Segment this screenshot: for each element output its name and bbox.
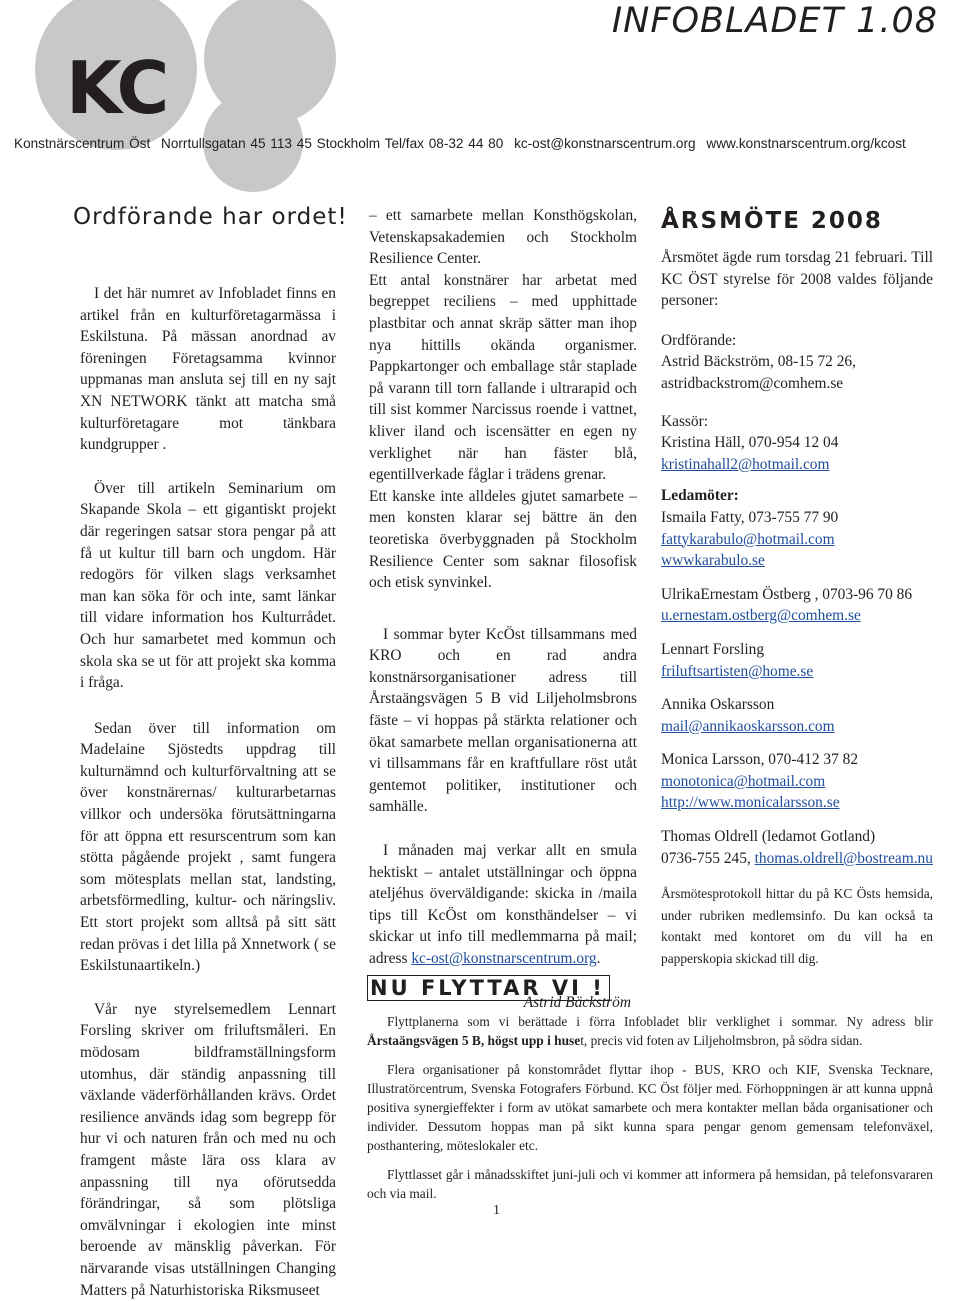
member-6-block [661,826,933,869]
treasurer-name: Kristina Häll, 070-954 12 04 [661,434,839,452]
member-4-name: Annika Oskarsson [661,696,775,714]
member-6-phone: 0736-755 245, [661,849,751,867]
moving-p1-end: t, precis vid foten av Liljeholmsbron, på södra sidan. [580,1033,863,1048]
org-address: Norrtullsgatan 45 113 45 Stockholm Tel/fax 08-32 44 80 [161,136,504,151]
col2-p5-text: I månaden maj verkar allt en smula hektiskt – antalet utställningar och öppna ateljéhus överväldigande: skicka in /maila tips till KcÖst om konsthändelser – vi skickar ut info till medlemmarna på mail; adress [369,842,637,967]
col2-paragraph-2: Ett antal konstnärer har arbetat med begreppet reciliens – med upphittade plastbitar och annat skräp sätter man ihop nya hittills okända organismer. Pappkartonger och emballage står staplade på varann till torn fallande i ultrarapid och till sist kommer Narcissus roende i vattnet, kliver iland och iscensätter en egen ny verklighet när han fäster blå, egentillverkade fåglar i trädens grenar. [369,271,637,484]
member-5-email-link[interactable]: monotonica@hotmail.com [661,772,826,790]
chair-name: Astrid Bäckström, 08-15 72 26, [661,353,856,371]
member-6-contact [661,848,933,870]
treasurer-email-link[interactable]: kristinahall2@hotmail.com [661,455,830,473]
column-1 [80,283,336,1301]
moving-heading: NU FLYTTAR VI ! [367,975,610,1001]
col1-paragraph-3: Sedan över till information om Madelaine Sjöstedts uppdrag till kulturnämnd och kulturförvaltning att se över konstnärernas/ kulturarbetarnas villkor och undersöka förutsättningarna för att öppna ett resurscentrum som kan stötta pågående projekt , samt fungera som mötesplats mellan stat, landsting, arbetsförmedling, kultur- och näringsliv. Ett stort projekt som alltså på sitt sätt redan prövas i det lilla på Xnnetwork ( se Eskilstunaartikeln.) [80,719,336,975]
kc-email-link[interactable]: kc-ost@konstnarscentrum.org [411,950,597,967]
member-2-name: UlrikaErnestam Östberg , 0703-96 70 86 [661,585,913,603]
moving-paragraph-2: Flera organisationer på konstområdet flyttar ihop - BUS, KRO och KIF, Svenska Tecknare, Illustratörcentrum, Svenska Fotografers Förbund. KC Öst följer med. Förhoppningen är att kunna uppnå positiva synergieffekter i form av utökat samarbete och mera kontakter mellan båda organisationer och individer. Dessutom hoppas man på sikt kunna spara pengar genom gemensam telefonväxel, posthantering, möteslokaler etc. [367,1062,933,1153]
kc-logo: KC [66,46,168,130]
member-1-email-link[interactable]: fattykarabulo@hotmail.com [661,530,835,548]
treasurer-block [661,411,933,476]
col1-paragraph-4: Vår nye styrelsemedlem Lennart Forsling skriver om friluftsmåleri. En mödosam bildframställningsform utomhus, där ständig anpassning till växlande väderförhållanden krävs. Ordet resilience används idag som begrepp för hur vi och naturen från och med nu och framgent måste lära oss klara av anpassning till nya oförutsedda förändringar, så som plötsliga omvälvningar i ekologien inte minst beroende av mänsklig påverkan. För närvarande visas utställningen Changing Matters på Naturhistoriska Riksmuseet [80,1000,336,1299]
column-2 [369,205,637,1013]
moving-paragraph-1 [367,1012,933,1050]
col1-heading: Ordförande har ordet! [73,204,348,230]
col1-paragraph-2: Över till artikeln Seminarium om Skapande Skola – ett gigantiskt projekt där regeringen satsar stora pengar på att få ut kultur till barn och ungdom. Här redogörs för vilken slags verksamhet man kan söka för och inte, samt länkar till vidare information hos Kulturrådet. Och hur samarbetet med kommun och skola ska se ut för att projekt ska komma i fråga. [80,479,336,692]
member-2-email-link[interactable]: u.ernestam.ostberg@comhem.se [661,607,861,625]
chair-label: Ordförande: [661,331,737,349]
member-3-block [661,639,933,682]
member-6-name: Thomas Oldrell (ledamot Gotland) [661,828,876,846]
moving-p1-start: Flyttplanerna som vi berättade i förra Infobladet blir verklighet i sommar. Ny adress blir [387,1014,933,1029]
col2-p5-end: . [596,950,601,967]
col1-paragraph-1: I det här numret av Infobladet finns en artikel från en kulturföretagarmässa i Eskilstuna. På mässan anordnad av föreningen Företagsamma kvinnor uppmanas man ansluta sej till en ny sajt XN NETWORK tänkt att matcha små kulturföretagare mot tänkbara kundgrupper . [80,285,336,454]
page-number: 1 [493,1203,500,1218]
member-5-block [661,749,933,814]
org-email[interactable]: kc-ost@konstnarscentrum.org [514,136,696,151]
member-3-email-link[interactable]: friluftsartisten@home.se [661,662,814,680]
signature: Astrid Bäckström [523,993,631,1011]
member-2-block [661,584,933,627]
member-4-email-link[interactable]: mail@annikaoskarsson.com [661,717,835,735]
member-3-name: Lennart Forsling [661,640,765,658]
contact-line [14,136,954,151]
member-5-web-link[interactable]: http://www.monicalarsson.se [661,794,840,812]
treasurer-label: Kassör: [661,412,709,430]
col2-paragraph-5 [369,840,637,970]
member-5-name: Monica Larsson, 070-412 37 82 [661,751,859,769]
moving-section [367,1012,933,1213]
members-label: Ledamöter: [661,487,739,505]
col2-paragraph-3: Ett kanske inte alldeles gjutet samarbete – men konsten klarar sej bättre än den teoretiska överbyggnaden på Stockholm Resilience Center som saknar filosofisk och etisk synvinkel. [369,487,637,592]
protocol-note: Årsmötesprotokoll hittar du på KC Östs hemsida, under rubriken medlemsinfo. Du kan också ta kontakt med kontoret om du vill ha en papperskopia skickad till dig. [661,886,933,966]
col2-paragraph-1: – ett samarbete mellan Konsthögskolan, Vetenskapsakademien och Stockholm Resilience Center. [369,207,637,268]
moving-paragraph-3: Flyttlasset går i månadsskiftet juni-juli och vi kommer att informera på hemsidan, på telefonsvararen och via mail. [367,1167,933,1201]
issue-title: INFOBLADET 1.08 [611,1,938,41]
member-1-web-link[interactable]: wwwkarabulo.se [661,552,765,570]
new-address: Årstaängsvägen 5 B, högst upp i huse [367,1033,581,1048]
org-name: Konstnärscentrum Öst [14,136,151,151]
col2-paragraph-4: I sommar byter KcÖst tillsammans med KRO och en rad andra konstnärsorganisationer adress till Årstaängsvägen 5 B vid Liljeholmsbrons fäste – vi hoppas på stärkta relationer och ökat samarbete mellan organisationerna att vi tillsammans får en kraftfullare röst utåt gentemot politiker, institutioner och samhälle. [369,625,637,816]
org-website[interactable]: www.konstnarscentrum.org/kcost [706,136,906,151]
members-block [661,485,933,571]
arsmote-heading: ÅRSMÖTE 2008 [661,208,883,234]
column-3 [661,247,933,969]
arsmote-intro: Årsmötet ägde rum torsdag 21 februari. Till KC ÖST styrelse för 2008 valdes följande personer: [661,249,933,310]
member-6-email-link[interactable]: thomas.oldrell@bostream.nu [754,849,933,867]
member-4-block [661,694,933,737]
member-1-name: Ismaila Fatty, 073-755 77 90 [661,508,839,526]
chair-email: astridbackstrom@comhem.se [661,374,844,392]
chair-block [661,330,933,395]
